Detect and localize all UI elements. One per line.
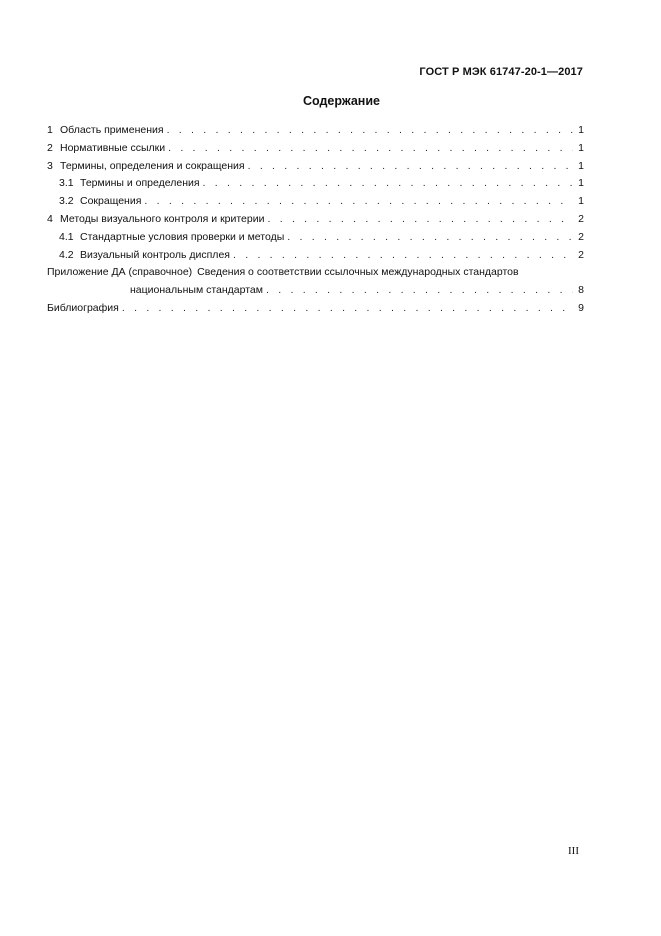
toc-annex-entry[interactable] [47,282,584,300]
dot-leader [248,158,573,176]
toc-annex-heading[interactable] [47,264,584,282]
toc-entry-number: 4.2 [59,248,74,261]
annex-title-line1: Сведения о соответствии ссылочных международных стандартов [197,266,519,279]
dot-leader [168,140,573,158]
document-code: ГОСТ Р МЭК 61747-20-1—2017 [419,66,583,78]
toc-entry-label: Термины и определения [80,177,200,190]
toc-entry-page: 1 [578,159,584,172]
toc-entry-label: Сокращения [80,195,142,208]
toc-entry[interactable] [47,211,584,229]
toc-entry-label: Область применения [60,124,164,136]
toc-bibliography-entry[interactable] [47,300,584,318]
toc-entry-number: 1 [47,124,53,136]
toc-entry-page: 1 [578,195,584,208]
bibliography-label: Библиография [47,301,119,314]
dot-leader [144,193,573,211]
page-number: III [568,845,579,857]
toc-subentry[interactable] [47,175,584,193]
toc-entry-page: 9 [578,301,584,314]
toc-entry-page: 1 [578,124,584,136]
toc-entry[interactable] [47,122,584,140]
toc-entry-label: Методы визуального контроля и критерии [60,212,265,225]
toc-entry-number: 3.1 [59,177,74,190]
toc-entry-label: Стандартные условия проверки и методы [80,230,285,243]
dot-leader [287,229,573,247]
toc-entry-page: 1 [578,141,584,154]
table-of-contents [47,122,584,318]
toc-entry-page: 8 [578,284,584,297]
annex-title-line2: национальным стандартам [130,284,263,297]
toc-entry-number: 4 [47,212,53,225]
toc-entry-page: 2 [578,230,584,243]
toc-entry[interactable] [47,140,584,158]
toc-entry-number: 3.2 [59,195,74,208]
dot-leader [122,300,573,318]
toc-entry-page: 2 [578,248,584,261]
toc-entry-number: 4.1 [59,230,74,243]
dot-leader [266,282,573,300]
toc-entry-number: 2 [47,141,53,154]
toc-entry-number: 3 [47,159,53,172]
dot-leader [167,122,573,140]
toc-entry-label: Термины, определения и сокращения [60,159,245,172]
dot-leader [203,175,573,193]
toc-title: Содержание [302,94,380,108]
annex-prefix: Приложение ДА (справочное) [47,266,193,279]
dot-leader [267,211,573,229]
toc-subentry[interactable] [47,247,584,265]
dot-leader [233,247,573,265]
toc-subentry[interactable] [47,229,584,247]
toc-entry-label: Визуальный контроль дисплея [80,248,230,261]
toc-entry-label: Нормативные ссылки [60,141,166,154]
toc-entry[interactable] [47,158,584,176]
toc-subentry[interactable] [47,193,584,211]
toc-entry-page: 2 [578,212,584,225]
toc-entry-page: 1 [578,177,584,190]
